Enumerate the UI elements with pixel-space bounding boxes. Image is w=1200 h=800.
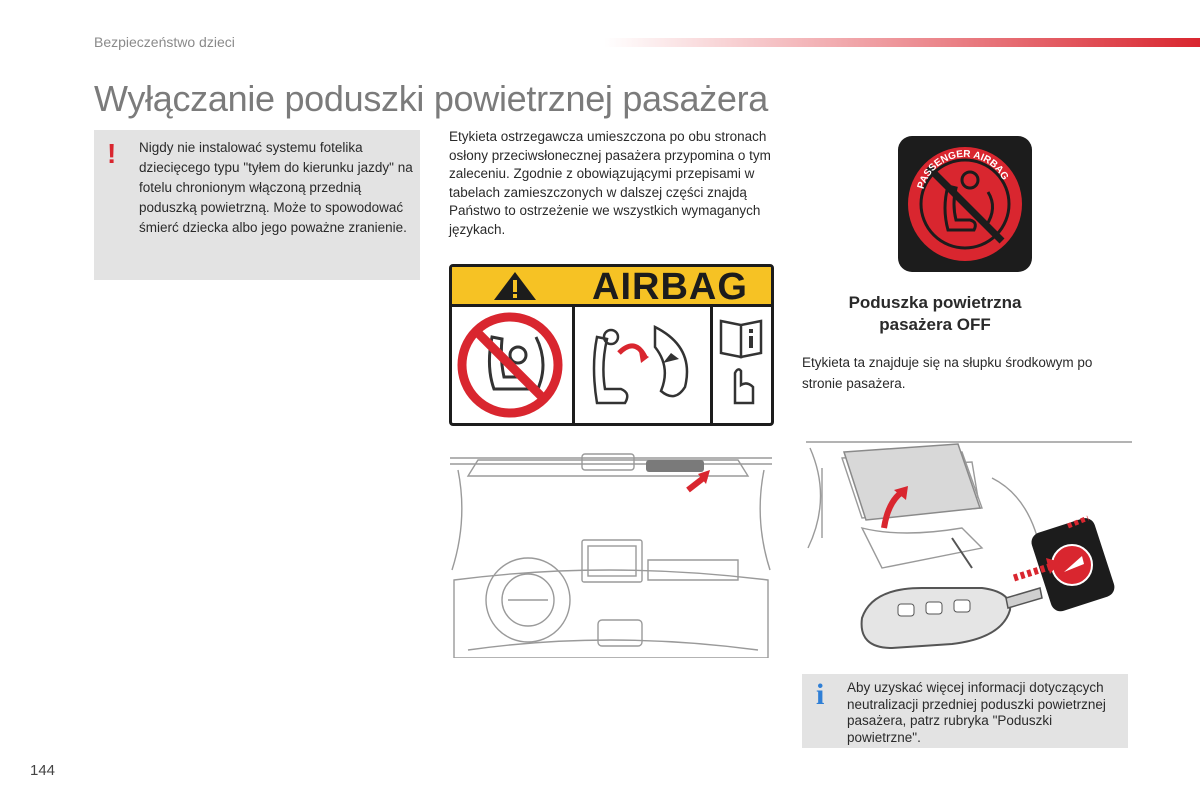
info-icon: i <box>816 678 825 711</box>
info-text: Aby uzyskać więcej informacji dotyczących neutralizacji przedniej poduszki powietrznej pasażera, patrz rubryka "Poduszki powietrzne". <box>847 680 1106 745</box>
airbag-deploy-cell <box>575 307 713 423</box>
passenger-airbag-badge <box>898 136 1032 272</box>
header-accent-bar <box>604 38 1200 47</box>
airbag-heading: AIRBAG <box>592 266 748 308</box>
info-box <box>802 674 1128 748</box>
key-switch-illustration <box>802 438 1132 660</box>
prohibited-child-seat-icon <box>452 307 572 423</box>
badge-description: Etykieta ta znajduje się na słupku środkowym po stronie pasażera. <box>802 355 1093 391</box>
warning-text: Nigdy nie instalować systemu fotelika dziecięcego typu "tyłem do kierunku jazdy" na fotelu chronionym włączoną przednią poduszką powietrzną. Może to spowodować śmierć dziecka albo jego poważne zranienie. <box>139 140 413 235</box>
section-heading: Bezpieczeństwo dzieci <box>94 34 235 50</box>
page-number: 144 <box>30 762 56 779</box>
warning-triangle-icon <box>492 270 538 302</box>
manual-book-icon <box>713 307 771 423</box>
airbag-label-header <box>452 267 771 307</box>
exclamation-icon: ! <box>107 138 117 169</box>
badge-caption: Poduszka powietrzna pasażera OFF <box>848 293 1022 334</box>
warning-box <box>94 130 420 280</box>
seat-airbag-icon <box>575 307 710 423</box>
no-rear-facing-seat-cell <box>452 307 575 423</box>
airbag-warning-label <box>449 264 774 426</box>
badge-text: PASSENGER AIRBAG <box>915 148 1011 191</box>
manual-reference-cell <box>713 307 774 423</box>
page-title: Wyłączanie poduszki powietrznej pasażera <box>94 78 769 119</box>
label-description: Etykieta ostrzegawcza umieszczona po obu stronach osłony przeciwsłonecznej pasażera przypomina o tym zaleceniu. Zgodnie z obowiązującymi przepisami w tabelach zamieszczonych w dalszej części znajdą Państwo to ostrzeżenie we wszystkich wymaganych językach. <box>449 129 771 237</box>
dashboard-illustration <box>448 450 774 658</box>
